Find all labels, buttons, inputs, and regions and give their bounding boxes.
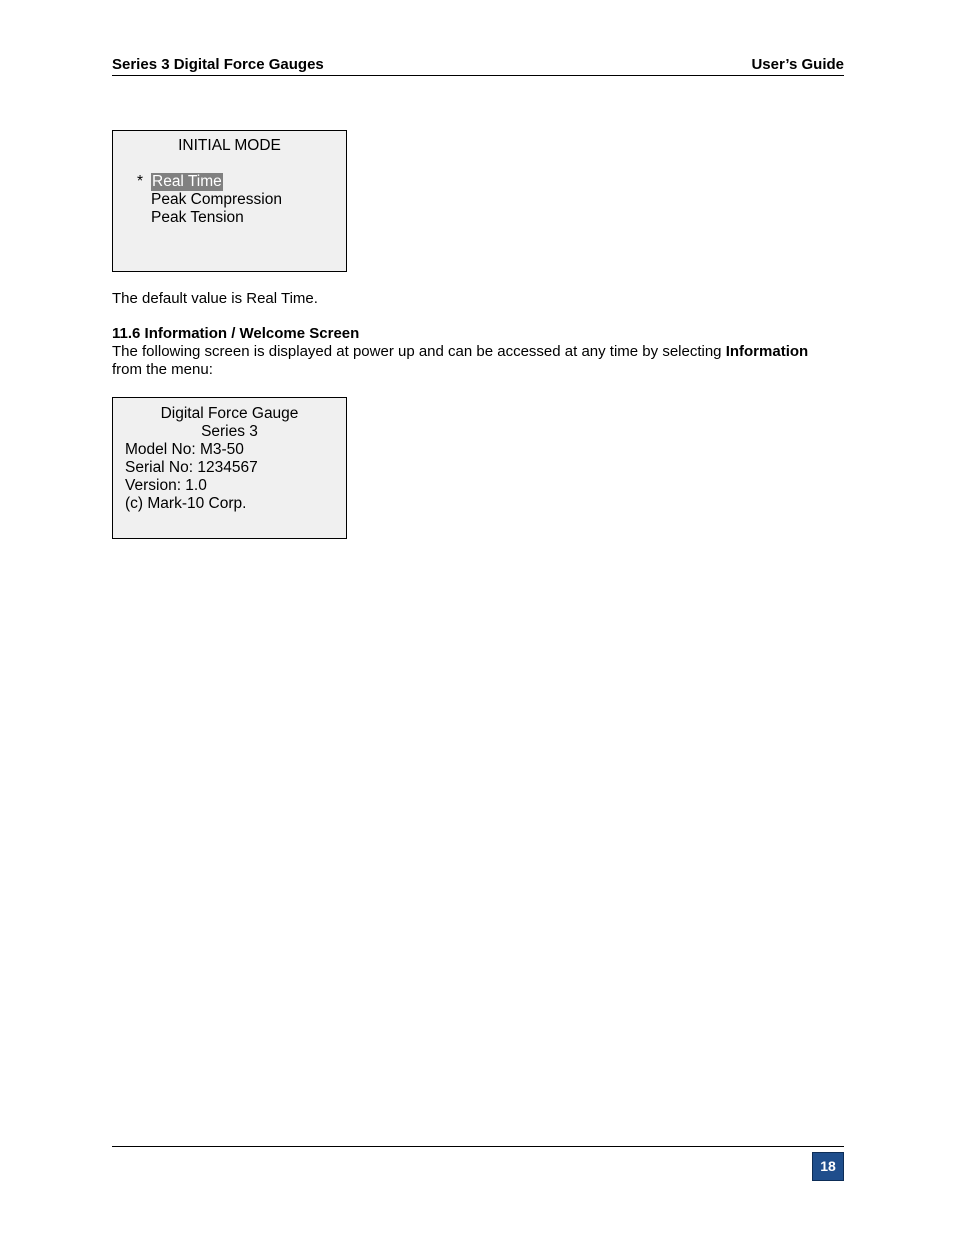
header-guide-label: User’s Guide xyxy=(751,56,844,73)
info-version: Version: 1.0 xyxy=(125,477,207,494)
info-serial: Serial No: 1234567 xyxy=(125,459,258,476)
footer-divider xyxy=(112,1146,844,1147)
header-title: Series 3 Digital Force Gauges xyxy=(112,56,324,73)
page-header xyxy=(112,56,844,76)
section-body-bold: Information xyxy=(725,343,809,360)
page-number-badge: 18 xyxy=(812,1152,844,1181)
option-real-time: Real Time xyxy=(152,173,222,190)
section-body-line1 xyxy=(112,343,808,360)
selected-marker: * xyxy=(137,173,144,190)
default-value-text: The default value is Real Time. xyxy=(112,290,318,307)
initial-mode-title: INITIAL MODE xyxy=(178,137,281,154)
option-peak-compression: Peak Compression xyxy=(151,191,282,208)
initial-mode-screen xyxy=(112,130,347,272)
section-body-text: The following screen is displayed at power up and can be accessed at any time by selecting xyxy=(112,343,726,360)
info-model: Model No: M3-50 xyxy=(125,441,244,458)
section-body-line2: from the menu: xyxy=(112,361,213,378)
option-peak-tension: Peak Tension xyxy=(151,209,244,226)
info-series: Series 3 xyxy=(201,423,258,440)
info-title: Digital Force Gauge xyxy=(160,405,299,422)
info-copyright: (c) Mark-10 Corp. xyxy=(125,495,247,512)
information-screen xyxy=(112,397,347,539)
section-heading: 11.6 Information / Welcome Screen xyxy=(112,325,360,342)
